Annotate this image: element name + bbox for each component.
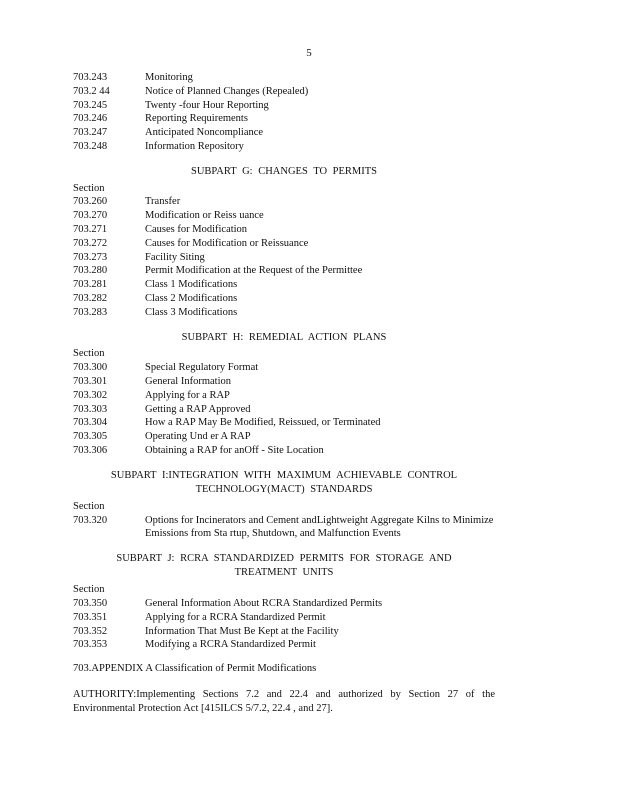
toc-entry xyxy=(73,71,495,85)
toc-entry xyxy=(73,140,495,154)
section-title: Class 3 Modifications xyxy=(145,306,238,318)
toc-entry xyxy=(73,638,495,652)
section-number: 703.304 xyxy=(73,417,108,429)
section-number: 703.351 xyxy=(73,611,108,623)
section-label: Section xyxy=(73,500,105,512)
toc-entry xyxy=(73,112,495,126)
section-number: 703.243 xyxy=(73,72,108,83)
subpart-j-heading-line2: TREATMENT UNITS xyxy=(234,567,334,579)
toc-entry xyxy=(73,375,495,389)
toc-entry xyxy=(73,195,495,209)
section-group-subpart-f xyxy=(73,71,495,154)
section-title: Permit Modification at the Request of the Permittee xyxy=(145,265,363,277)
section-title: Causes for Modification or Reissuance xyxy=(145,237,309,249)
section-title: Notice of Planned Changes (Repealed) xyxy=(145,85,309,97)
section-label: Section xyxy=(73,584,105,596)
toc-entry xyxy=(73,126,495,140)
section-group-subpart-j xyxy=(73,597,495,652)
table-of-contents xyxy=(73,71,495,715)
section-number: 703.303 xyxy=(73,403,108,415)
toc-entry xyxy=(73,251,495,265)
subpart-i-heading-line1: SUBPART I:INTEGRATION WITH MAXIMUM ACHIEVABLE CONTROL xyxy=(110,469,458,481)
section-label: Section xyxy=(73,182,105,194)
section-title: Applying for a RAP xyxy=(145,389,230,401)
authority-note: AUTHORITY:Implementing Sections 7.2 and 22.4 and authorized by Section 27 of the Environmental Protection Act [415ILCS 5/7.2, 22.4 , and 27]. xyxy=(73,688,495,714)
section-title: Information That Must Be Kept at the Facility xyxy=(145,625,339,637)
section-title: General Information xyxy=(145,375,232,387)
toc-entry xyxy=(73,416,495,430)
section-title: Twenty -four Hour Reporting xyxy=(145,99,269,111)
section-title: Obtaining a RAP for anOff - Site Location xyxy=(145,444,324,456)
section-number: 703.301 xyxy=(73,375,108,387)
section-number: 703.273 xyxy=(73,251,108,263)
section-title: Monitoring xyxy=(145,72,193,83)
section-number: 703.246 xyxy=(73,113,108,125)
toc-entry xyxy=(73,389,495,403)
section-number: 703.302 xyxy=(73,389,108,401)
section-title: Anticipated Noncompliance xyxy=(145,127,264,139)
toc-entry xyxy=(73,430,495,444)
section-group-subpart-i xyxy=(73,514,495,542)
section-title: Getting a RAP Approved xyxy=(145,403,251,415)
section-group-subpart-g xyxy=(73,195,495,319)
section-number: 703.281 xyxy=(73,279,108,291)
section-number: 703.272 xyxy=(73,237,108,249)
toc-entry xyxy=(73,444,495,458)
section-label: Section xyxy=(73,348,105,360)
toc-entry xyxy=(73,209,495,223)
section-number: 703.352 xyxy=(73,625,108,637)
section-number: 703.245 xyxy=(73,99,108,111)
section-title: Causes for Modification xyxy=(145,223,248,235)
subpart-i-heading-line2: TECHNOLOGY(MACT) STANDARDS xyxy=(195,483,373,495)
section-number: 703.350 xyxy=(73,597,108,609)
subpart-j-heading xyxy=(73,552,495,580)
subpart-h-heading: SUBPART H: REMEDIAL ACTION PLANS xyxy=(181,331,387,343)
section-number: 703.270 xyxy=(73,210,108,222)
section-number: 703.305 xyxy=(73,431,108,443)
toc-entry xyxy=(73,514,495,542)
toc-entry xyxy=(73,403,495,417)
subpart-j-heading-line1: SUBPART J: RCRA STANDARDIZED PERMITS FOR STORAGE AND xyxy=(116,553,452,565)
section-title: Reporting Requirements xyxy=(145,113,248,125)
toc-entry xyxy=(73,223,495,237)
section-title: How a RAP May Be Modified, Reissued, or Terminated xyxy=(145,417,381,429)
toc-entry xyxy=(73,99,495,113)
section-title: Modification or Reiss uance xyxy=(145,210,264,222)
section-number: 703.260 xyxy=(73,196,108,208)
section-group-subpart-h xyxy=(73,361,495,458)
section-title: Options for Incinerators and Cement andLightweight Aggregate Kilns to Minimize Emissions from Sta rtup, Shutdown, and Malfunction Events xyxy=(145,514,494,540)
subpart-i-heading xyxy=(73,469,495,497)
toc-entry xyxy=(73,85,495,99)
section-number: 703.247 xyxy=(73,127,108,139)
toc-entry xyxy=(73,237,495,251)
toc-entry xyxy=(73,361,495,375)
section-title: Class 1 Modifications xyxy=(145,279,238,291)
section-title: Facility Siting xyxy=(145,251,205,263)
section-title: Operating Und er A RAP xyxy=(145,431,251,443)
page-number: 5 xyxy=(306,47,312,59)
section-title: Special Regulatory Format xyxy=(145,362,259,374)
section-title: Modifying a RCRA Standardized Permit xyxy=(145,639,316,651)
toc-entry xyxy=(73,625,495,639)
toc-entry xyxy=(73,306,495,320)
section-number: 703.300 xyxy=(73,362,108,374)
toc-entry xyxy=(73,292,495,306)
toc-entry xyxy=(73,264,495,278)
section-title: Information Repository xyxy=(145,140,244,152)
subpart-g-heading: SUBPART G: CHANGES TO PERMITS xyxy=(190,165,378,177)
section-title: Transfer xyxy=(145,196,181,208)
section-number: 703.248 xyxy=(73,140,108,152)
section-number: 703.306 xyxy=(73,444,108,456)
section-number: 703.2 44 xyxy=(73,85,110,97)
section-number: 703.271 xyxy=(73,223,108,235)
toc-entry xyxy=(73,278,495,292)
appendix-entry: 703.APPENDIX A Classification of Permit Modifications xyxy=(73,663,317,675)
section-number: 703.282 xyxy=(73,292,108,304)
section-title: Applying for a RCRA Standardized Permit xyxy=(145,611,326,623)
section-title: Class 2 Modifications xyxy=(145,292,238,304)
toc-entry xyxy=(73,611,495,625)
section-number: 703.280 xyxy=(73,265,108,277)
section-number: 703.320 xyxy=(73,514,108,526)
section-title: General Information About RCRA Standardized Permits xyxy=(145,597,383,609)
section-number: 703.353 xyxy=(73,639,108,651)
section-number: 703.283 xyxy=(73,306,108,318)
toc-entry xyxy=(73,597,495,611)
